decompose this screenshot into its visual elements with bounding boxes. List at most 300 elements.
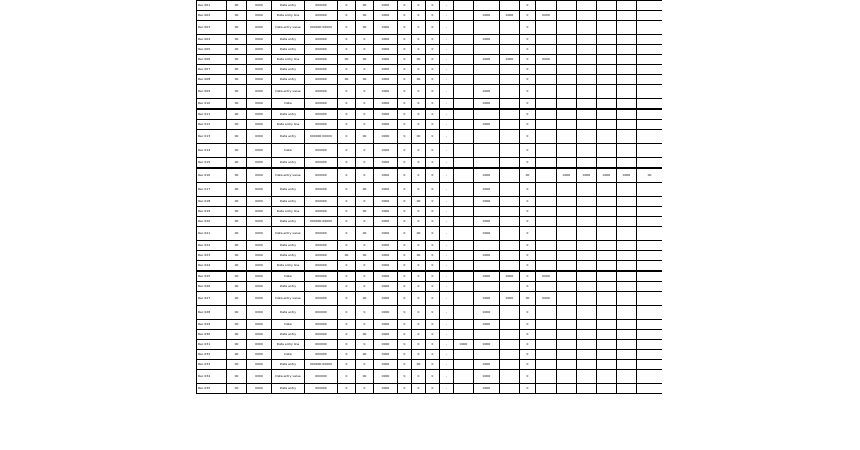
table-cell: 0000 (247, 1, 272, 11)
table-cell: 0000 (374, 241, 398, 251)
table-cell: 000000 (305, 109, 338, 120)
table-cell: 0 (520, 1, 536, 11)
table-cell: 0 (338, 168, 356, 183)
table-cell (557, 306, 577, 320)
table-cell: 0000 (247, 120, 272, 130)
table-cell: 000000 00000 (305, 360, 338, 370)
table-cell (597, 261, 617, 272)
table-cell: 00 (227, 35, 247, 45)
table-cell: 0 (356, 109, 374, 120)
table-cell (536, 241, 557, 251)
table-cell: 0 (338, 85, 356, 99)
table-cell: Data entry line (272, 340, 305, 350)
table-cell: 0000 (474, 85, 500, 99)
table-cell (454, 35, 474, 45)
table-cell: - (440, 21, 454, 35)
table-cell: 0 (520, 197, 536, 207)
table-cell: 000000 (305, 45, 338, 55)
table-cell: 0000 (474, 197, 500, 207)
table-cell: 0000 (247, 109, 272, 120)
table-cell: 0000 (374, 45, 398, 55)
table-cell (557, 241, 577, 251)
table-cell: Rec 011 (197, 109, 227, 120)
table-cell: 0 (356, 241, 374, 251)
table-cell (637, 292, 663, 306)
table-cell (454, 168, 474, 183)
table-cell: 0000 (247, 271, 272, 282)
table-cell (557, 350, 577, 360)
table-cell (536, 261, 557, 272)
table-cell: 0 (398, 306, 412, 320)
table-cell (557, 340, 577, 350)
table-cell (617, 292, 637, 306)
table-cell: 00 (227, 75, 247, 85)
table-cell (536, 207, 557, 217)
table-cell: 0 (426, 168, 440, 183)
table-cell: 0000 (374, 384, 398, 394)
table-cell: 0000 (374, 360, 398, 370)
table-cell: 0 (412, 217, 426, 227)
table-cell (577, 241, 597, 251)
table-cell: 0 (398, 241, 412, 251)
table-cell: 00 (227, 261, 247, 272)
table-cell (500, 241, 520, 251)
table-cell: - (440, 35, 454, 45)
table-cell: 000000 (305, 320, 338, 330)
table-cell: Rec 006 (197, 55, 227, 65)
table-cell: 0 (338, 207, 356, 217)
table-cell: Rec 019 (197, 207, 227, 217)
table-cell: 0 (398, 158, 412, 169)
table-cell (597, 35, 617, 45)
table-cell (617, 360, 637, 370)
table-cell: 0 (398, 271, 412, 282)
table-cell (474, 282, 500, 292)
table-row (197, 55, 663, 65)
table-cell: Data (272, 144, 305, 158)
table-cell: 000000 (305, 144, 338, 158)
table-cell: 0000 (247, 282, 272, 292)
table-cell: 0 (398, 320, 412, 330)
table-cell: 000000 (305, 282, 338, 292)
table-cell: 0 (398, 261, 412, 272)
table-cell: 0 (338, 65, 356, 75)
table-cell (637, 330, 663, 340)
table-cell: 000000 (305, 207, 338, 217)
table-row (197, 227, 663, 241)
table-cell (577, 261, 597, 272)
table-cell: Rec 028 (197, 306, 227, 320)
table-cell (474, 65, 500, 75)
table-cell (597, 241, 617, 251)
table-cell: 0000 (374, 306, 398, 320)
table-cell: 0 (356, 384, 374, 394)
table-cell: 0000 (374, 1, 398, 11)
table-cell: 0 (426, 21, 440, 35)
table-row (197, 261, 663, 272)
table-cell (536, 282, 557, 292)
table-cell: 0000 (247, 11, 272, 21)
table-cell: - (440, 109, 454, 120)
table-cell: Rec 030 (197, 330, 227, 340)
table-cell (577, 1, 597, 11)
table-cell (454, 207, 474, 217)
table-cell (557, 360, 577, 370)
table-cell: 0000 (247, 183, 272, 197)
table-cell: 0 (426, 217, 440, 227)
table-cell (557, 227, 577, 241)
table-cell (454, 55, 474, 65)
table-row (197, 183, 663, 197)
table-cell: 000000 (305, 35, 338, 45)
table-row (197, 251, 663, 261)
table-cell: 0000 (474, 384, 500, 394)
table-cell: 0 (338, 271, 356, 282)
table-cell: 0 (356, 217, 374, 227)
table-cell: 00 (227, 168, 247, 183)
table-cell (597, 120, 617, 130)
table-cell (597, 99, 617, 110)
spreadsheet-page (196, 0, 662, 450)
table-cell: 0000 (374, 340, 398, 350)
table-cell: 00 (227, 207, 247, 217)
table-cell: 00 (227, 183, 247, 197)
table-cell (474, 1, 500, 11)
table-cell: 0 (520, 207, 536, 217)
table-cell (454, 360, 474, 370)
table-cell: Rec 035 (197, 384, 227, 394)
table-cell (557, 130, 577, 144)
table-cell (454, 183, 474, 197)
table-cell: 0 (356, 340, 374, 350)
table-cell: 0 (338, 340, 356, 350)
table-cell: 0 (426, 183, 440, 197)
table-cell: Data (272, 350, 305, 360)
table-cell: 0000 (557, 168, 577, 183)
table-cell (474, 241, 500, 251)
table-cell: 0000 (247, 217, 272, 227)
table-cell: 0000 (577, 168, 597, 183)
table-cell (474, 21, 500, 35)
table-cell: 0 (398, 99, 412, 110)
table-cell (536, 35, 557, 45)
table-cell: Data entry (272, 241, 305, 251)
table-cell: 0000 (247, 21, 272, 35)
table-cell: 00 (227, 130, 247, 144)
table-cell: 0 (426, 251, 440, 261)
table-cell: 0000 (247, 360, 272, 370)
table-row (197, 207, 663, 217)
table-cell: 000000 00000 (305, 217, 338, 227)
table-cell: 0000 (247, 168, 272, 183)
table-cell (617, 75, 637, 85)
table-cell: 0 (398, 11, 412, 21)
table-cell (500, 360, 520, 370)
table-cell: 0000 (247, 158, 272, 169)
table-cell: Rec 003 (197, 21, 227, 35)
table-cell (536, 109, 557, 120)
table-cell (577, 183, 597, 197)
table-cell (597, 330, 617, 340)
table-cell: 0000 (247, 261, 272, 272)
table-cell (500, 261, 520, 272)
table-cell: 0000 (247, 320, 272, 330)
table-cell (536, 183, 557, 197)
table-cell (536, 144, 557, 158)
table-cell (637, 207, 663, 217)
table-row (197, 360, 663, 370)
table-cell: 0 (412, 11, 426, 21)
table-row (197, 282, 663, 292)
table-cell (500, 1, 520, 11)
table-cell: 0 (520, 99, 536, 110)
table-cell: 0 (398, 1, 412, 11)
table-cell: 0000 (474, 227, 500, 241)
table-cell: 0 (398, 292, 412, 306)
table-cell (474, 350, 500, 360)
table-cell: 0 (520, 183, 536, 197)
table-cell (617, 85, 637, 99)
table-cell (474, 130, 500, 144)
table-cell: Rec 008 (197, 75, 227, 85)
table-cell (557, 271, 577, 282)
table-cell: - (440, 306, 454, 320)
table-cell: 0000 (474, 217, 500, 227)
table-cell (597, 350, 617, 360)
table-cell: - (440, 340, 454, 350)
table-cell (597, 144, 617, 158)
table-cell: 0000 (247, 370, 272, 384)
table-cell: 0 (338, 282, 356, 292)
table-cell: 0 (426, 370, 440, 384)
table-cell: 000000 (305, 384, 338, 394)
table-cell: 00 (227, 1, 247, 11)
table-cell: 0 (398, 55, 412, 65)
table-cell (557, 65, 577, 75)
table-cell (454, 65, 474, 75)
table-cell: 0 (338, 261, 356, 272)
table-cell: 0 (338, 130, 356, 144)
table-cell (597, 370, 617, 384)
table-cell (454, 241, 474, 251)
table-cell: 00 (412, 130, 426, 144)
table-cell (536, 130, 557, 144)
table-cell: 0 (338, 360, 356, 370)
table-cell (617, 130, 637, 144)
table-cell: 0000 (247, 55, 272, 65)
table-cell: - (440, 85, 454, 99)
table-cell: - (440, 99, 454, 110)
table-cell: 000000 (305, 158, 338, 169)
table-cell (617, 1, 637, 11)
table-cell: 0000 (247, 130, 272, 144)
table-cell: 0 (412, 1, 426, 11)
table-cell: Data entry line (272, 11, 305, 21)
table-cell (617, 217, 637, 227)
table-cell: 00 (227, 65, 247, 75)
table-cell: 0 (426, 282, 440, 292)
table-cell: 000000 (305, 227, 338, 241)
table-cell: Rec 033 (197, 360, 227, 370)
table-cell: 000000 (305, 271, 338, 282)
table-cell: Data (272, 271, 305, 282)
table-cell: 00 (338, 251, 356, 261)
table-cell (474, 45, 500, 55)
table-cell: 0 (520, 384, 536, 394)
table-cell (557, 11, 577, 21)
table-cell (454, 158, 474, 169)
table-cell (617, 241, 637, 251)
table-cell: - (440, 384, 454, 394)
table-cell: 0 (426, 241, 440, 251)
table-cell (474, 261, 500, 272)
table-cell (577, 207, 597, 217)
table-cell (454, 130, 474, 144)
table-cell (617, 158, 637, 169)
table-cell: 0 (356, 197, 374, 207)
table-cell: 0 (426, 109, 440, 120)
table-cell: Rec 010 (197, 99, 227, 110)
table-cell: Data entry line (272, 261, 305, 272)
table-cell: 00 (227, 350, 247, 360)
table-cell: 00 (227, 45, 247, 55)
table-cell: 0 (426, 85, 440, 99)
table-cell (454, 251, 474, 261)
table-cell: 0000 (474, 183, 500, 197)
table-cell: 0 (520, 130, 536, 144)
table-cell (454, 144, 474, 158)
table-cell (597, 65, 617, 75)
table-cell: - (440, 168, 454, 183)
table-cell: 0 (520, 120, 536, 130)
table-cell: 0000 (500, 271, 520, 282)
table-cell: Rec 026 (197, 282, 227, 292)
table-cell: 000000 (305, 330, 338, 340)
table-cell: 00 (227, 370, 247, 384)
table-cell: 0 (338, 241, 356, 251)
table-cell: Rec 004 (197, 35, 227, 45)
table-cell: - (440, 45, 454, 55)
table-cell: 00 (356, 292, 374, 306)
table-cell: 0 (398, 85, 412, 99)
table-row (197, 340, 663, 350)
table-cell: 0 (412, 350, 426, 360)
table-cell: 0 (338, 158, 356, 169)
table-cell: 000000 (305, 370, 338, 384)
table-cell: 0 (398, 251, 412, 261)
table-cell: 00 (227, 251, 247, 261)
table-cell: Data entry value (272, 292, 305, 306)
table-cell (577, 370, 597, 384)
table-cell (536, 45, 557, 55)
table-cell (454, 282, 474, 292)
table-cell: 0 (338, 1, 356, 11)
table-cell: Data entry (272, 384, 305, 394)
table-cell: 0 (412, 120, 426, 130)
table-cell: 00 (356, 130, 374, 144)
table-cell: 0 (412, 99, 426, 110)
table-cell: 0 (520, 282, 536, 292)
table-cell (557, 251, 577, 261)
table-cell (474, 158, 500, 169)
table-cell: 0 (398, 370, 412, 384)
table-cell: 0 (338, 109, 356, 120)
table-cell: 000000 00000 (305, 130, 338, 144)
table-cell: 0000 (247, 45, 272, 55)
table-cell (597, 360, 617, 370)
table-cell (454, 384, 474, 394)
table-cell (500, 183, 520, 197)
table-cell: 0 (426, 45, 440, 55)
table-cell: 00 (520, 292, 536, 306)
table-cell (454, 11, 474, 21)
table-cell: 000000 (305, 99, 338, 110)
table-cell: Rec 007 (197, 65, 227, 75)
table-cell: Rec 027 (197, 292, 227, 306)
table-cell (617, 384, 637, 394)
table-cell: 000000 (305, 85, 338, 99)
table-cell (536, 360, 557, 370)
table-cell: 0 (338, 183, 356, 197)
table-cell: 0000 (536, 55, 557, 65)
table-row (197, 35, 663, 45)
table-row (197, 75, 663, 85)
table-cell: - (440, 320, 454, 330)
table-cell (577, 251, 597, 261)
table-cell (536, 227, 557, 241)
table-cell: 0 (520, 217, 536, 227)
table-cell: 0000 (500, 292, 520, 306)
table-cell (577, 45, 597, 55)
table-cell (500, 45, 520, 55)
table-cell: 00 (412, 251, 426, 261)
table-cell: 0000 (247, 75, 272, 85)
table-cell: 000000 (305, 11, 338, 21)
table-cell: 00 (227, 384, 247, 394)
table-cell: 0 (398, 350, 412, 360)
table-cell: 0 (520, 370, 536, 384)
table-cell: 0 (426, 271, 440, 282)
table-cell: 00 (227, 55, 247, 65)
table-cell: 000000 (305, 65, 338, 75)
table-cell (536, 330, 557, 340)
table-cell: 0000 (374, 75, 398, 85)
table-cell (617, 65, 637, 75)
table-cell: 0000 (474, 251, 500, 261)
table-cell: Rec 015 (197, 158, 227, 169)
table-cell: 000000 (305, 261, 338, 272)
table-cell (500, 370, 520, 384)
table-cell: 0000 (374, 11, 398, 21)
table-cell: 0000 (374, 251, 398, 261)
table-cell: 0000 (374, 65, 398, 75)
table-cell (557, 1, 577, 11)
table-cell: 0000 (474, 168, 500, 183)
table-cell: 0 (398, 217, 412, 227)
table-cell: 0 (412, 85, 426, 99)
table-cell: 0 (426, 350, 440, 360)
table-cell: 0000 (474, 320, 500, 330)
table-cell: - (440, 360, 454, 370)
table-cell: 000000 (305, 197, 338, 207)
table-cell (500, 35, 520, 45)
table-cell: 0 (426, 384, 440, 394)
table-cell: 0000 (374, 120, 398, 130)
table-cell: 000000 (305, 251, 338, 261)
table-cell (577, 282, 597, 292)
table-cell (597, 207, 617, 217)
table-cell: Data entry value (272, 227, 305, 241)
